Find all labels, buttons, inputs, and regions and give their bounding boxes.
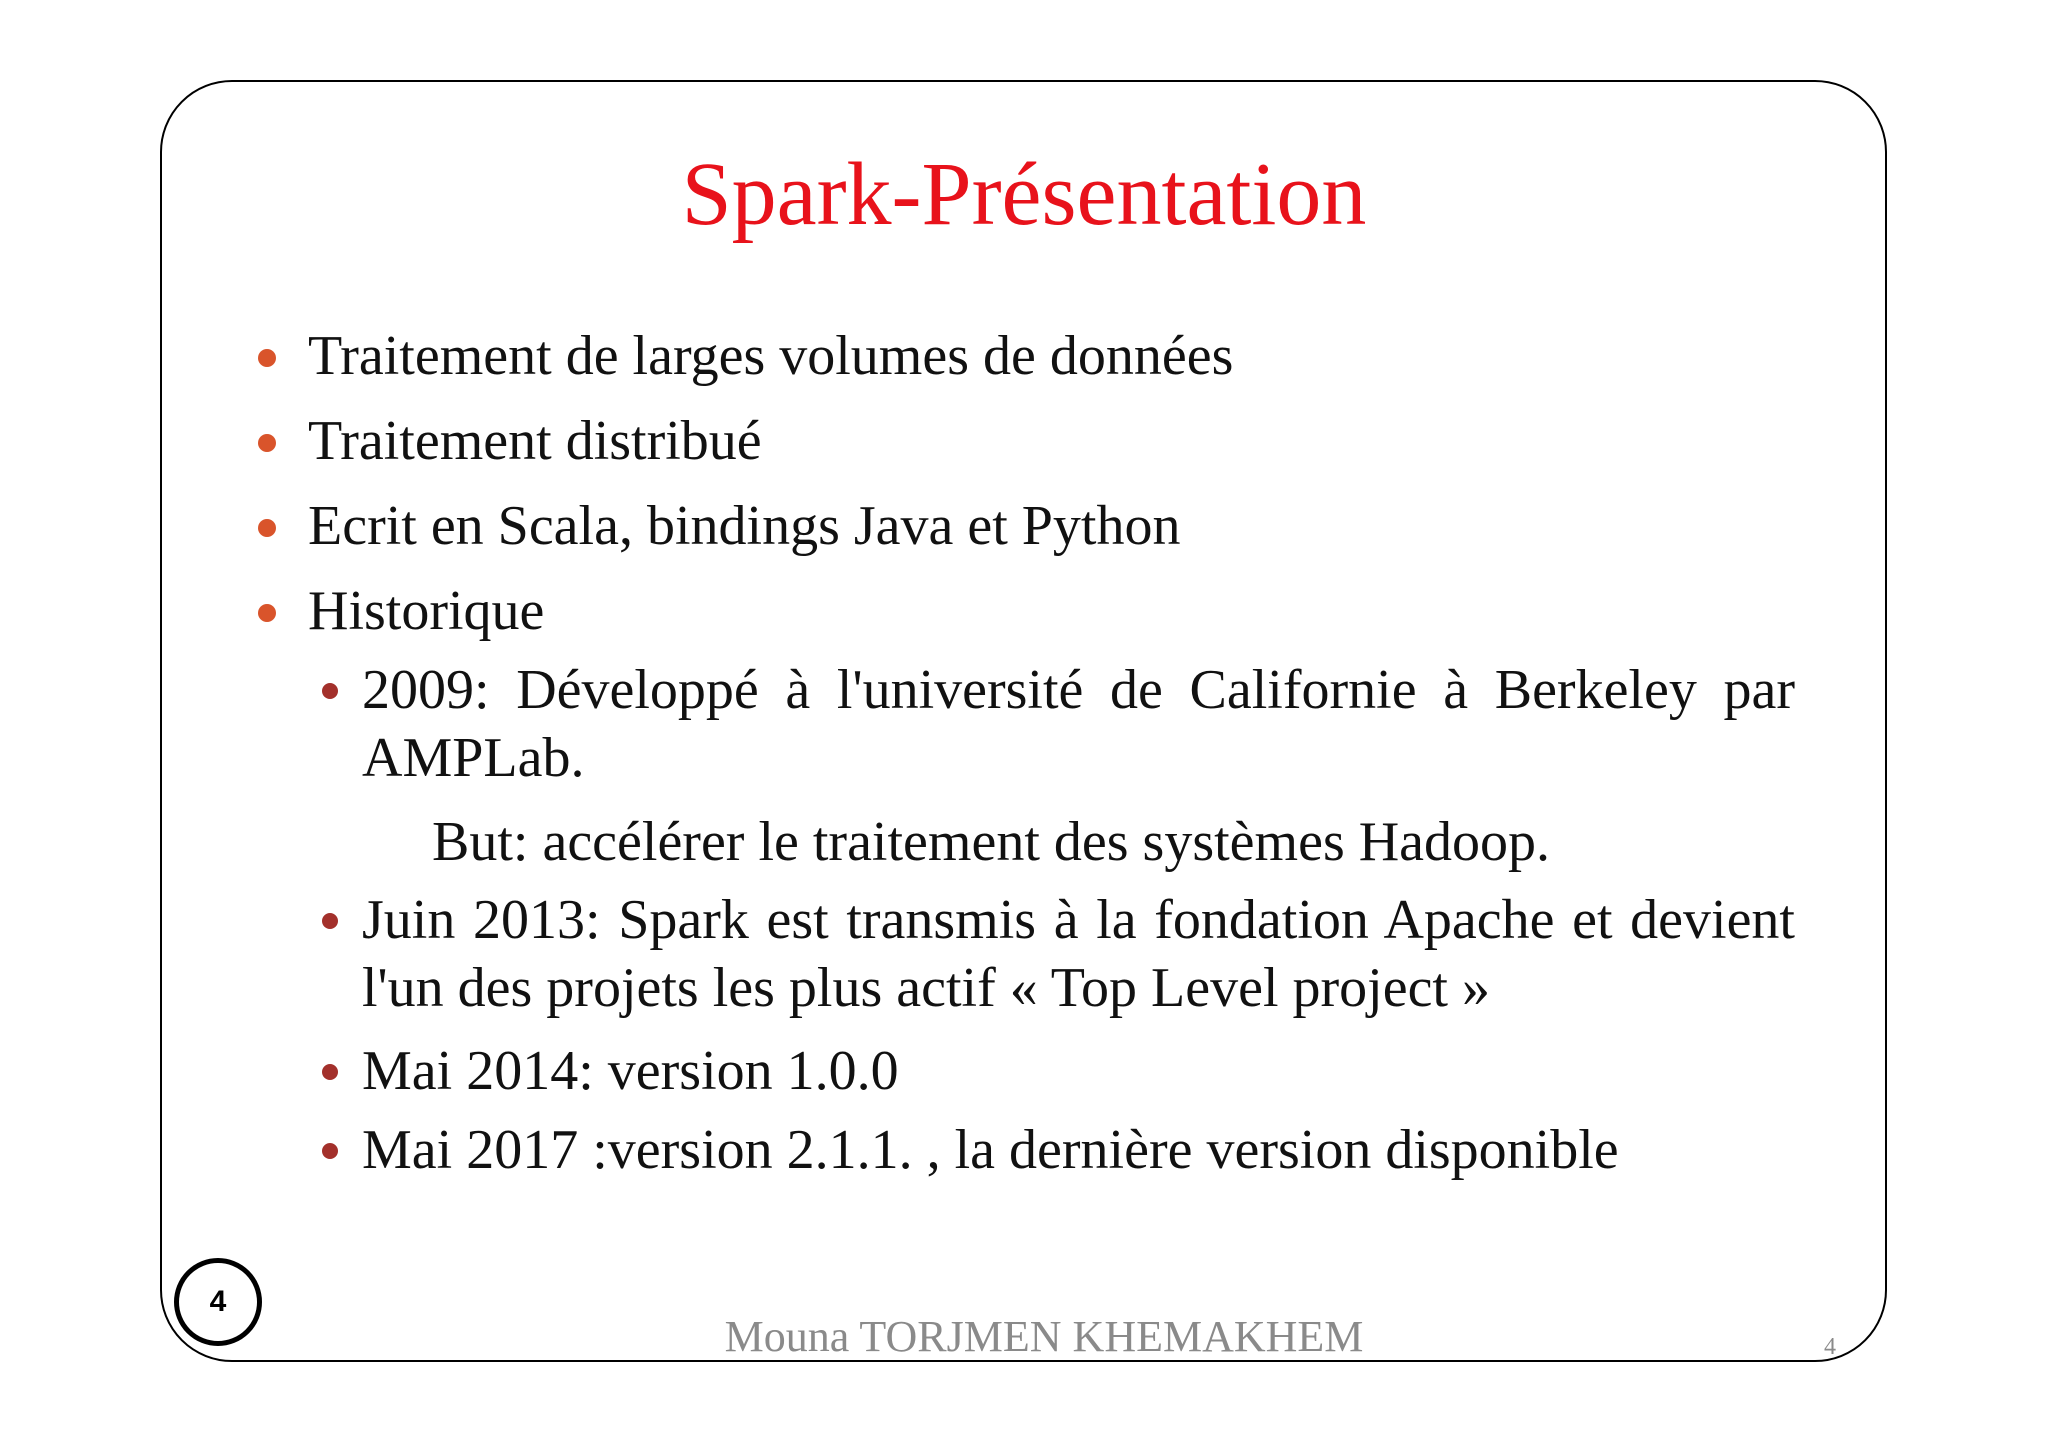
sub-bullet-dot-icon [322, 1064, 338, 1080]
page-number-badge: 4 [174, 1258, 262, 1346]
bullet-dot-icon [258, 434, 276, 452]
bullet-dot-icon [258, 604, 276, 622]
slide-title: Spark-Présentation [681, 145, 1367, 244]
bullet-dot-icon [258, 349, 276, 367]
bullet-dot-icon [258, 519, 276, 537]
sub-bullet-dot-icon [322, 683, 338, 699]
footer-page-number: 4 [1824, 1334, 1836, 1360]
sub-bullet-dot-icon [322, 1143, 338, 1159]
footer-author: Mouna TORJMEN KHEMAKHEM [724, 1312, 1364, 1361]
sub-bullet-note: But: accélérer le traitement des systèmes Hadoop. [432, 811, 1551, 873]
sub-bullet-dot-icon [322, 913, 338, 929]
